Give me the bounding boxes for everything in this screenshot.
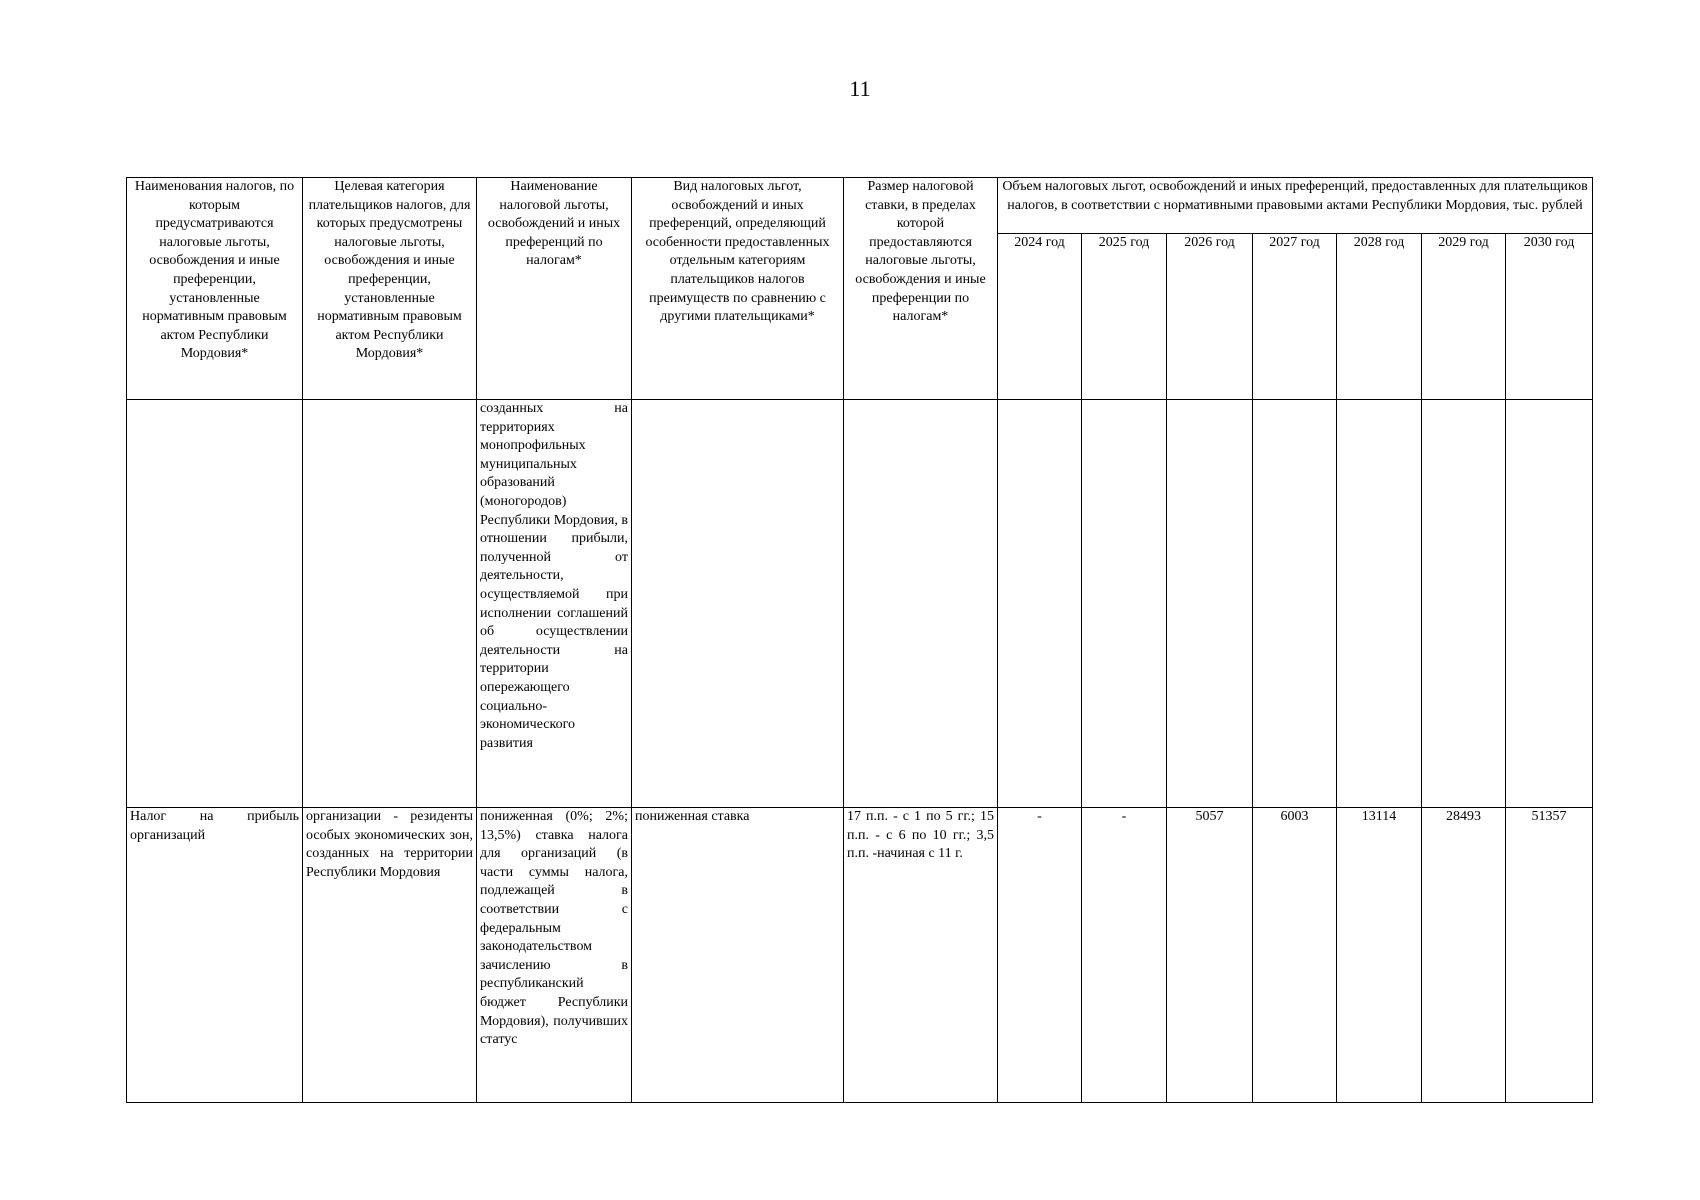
- cell-value-2024: -: [998, 808, 1082, 1103]
- cell-tax-rate: 17 п.п. - с 1 по 5 гг.; 15 п.п. - с 6 по 10 гг.; 3,5 п.п. -начиная с 11 г.: [844, 808, 998, 1103]
- header-target-category: Целевая категория плательщиков налогов, для которых предусмотрены налоговые льготы, освобождения и иные преференции, установленные нормативным правовым актом Республики Мордовия*: [303, 178, 477, 400]
- cell-value-2025: [1082, 400, 1167, 808]
- header-year: 2025 год: [1082, 234, 1167, 400]
- cell-value-2030: [1506, 400, 1593, 808]
- cell-tax-name: Налог на прибыль организаций: [127, 808, 303, 1103]
- header-tax-name: Наименования налогов, по которым предусматриваются налоговые льготы, освобождения и иные преференции, установленные нормативным правовым актом Республики Мордовия*: [127, 178, 303, 400]
- cell-target-category: [303, 400, 477, 808]
- cell-value-2025: -: [1082, 808, 1167, 1103]
- header-year: 2024 год: [998, 234, 1082, 400]
- header-benefit-name: Наименование налоговой льготы, освобождений и иных преференций по налогам*: [477, 178, 632, 400]
- cell-value-2027: [1253, 400, 1337, 808]
- header-year: 2027 год: [1253, 234, 1337, 400]
- header-year: 2029 год: [1422, 234, 1506, 400]
- header-tax-rate: Размер налоговой ставки, в пределах которой предоставляются налоговые льготы, освобождения и иные преференции по налогам*: [844, 178, 998, 400]
- cell-tax-name: [127, 400, 303, 808]
- cell-value-2029: [1422, 400, 1506, 808]
- cell-target-category: организации - резиденты особых экономических зон, созданных на территории Республики Мордовия: [303, 808, 477, 1103]
- header-year: 2026 год: [1167, 234, 1253, 400]
- header-benefit-kind: Вид налоговых льгот, освобождений и иных преференций, определяющий особенности предоставленных отдельным категориям плательщиков налогов преимуществ по сравнению с другими плательщиками*: [632, 178, 844, 400]
- cell-value-2027: 6003: [1253, 808, 1337, 1103]
- cell-value-2028: [1337, 400, 1422, 808]
- tax-benefits-table: [126, 177, 1593, 1103]
- cell-value-2024: [998, 400, 1082, 808]
- cell-benefit-name: пониженная (0%; 2%; 13,5%) ставка налога для организаций (в части суммы налога, подлежащей в соответствии с федеральным законодательством зачислению в республиканский бюджет Республики Мордовия), получивших статус: [477, 808, 632, 1103]
- cell-value-2026: 5057: [1167, 808, 1253, 1103]
- header-year: 2028 год: [1337, 234, 1422, 400]
- cell-value-2026: [1167, 400, 1253, 808]
- header-benefit-volume: Объем налоговых льгот, освобождений и иных преференций, предоставленных для плательщиков налогов, в соответствии с нормативными правовыми актами Республики Мордовия, тыс. рублей: [998, 178, 1593, 234]
- table-row: [127, 808, 1593, 1103]
- cell-benefit-kind: пониженная ставка: [632, 808, 844, 1103]
- cell-benefit-name: созданных на территориях монопрофильных муниципальных образований (моногородов) Республики Мордовия, в отношении прибыли, полученной от деятельности, осуществляемой при исполнении соглашений об осуществлении деятельности на территории опережающего социально-экономического развития: [477, 400, 632, 808]
- cell-benefit-kind: [632, 400, 844, 808]
- page-number: 11: [849, 76, 871, 101]
- cell-value-2028: 13114: [1337, 808, 1422, 1103]
- cell-value-2030: 51357: [1506, 808, 1593, 1103]
- table-row: [127, 400, 1593, 808]
- header-year: 2030 год: [1506, 234, 1593, 400]
- cell-tax-rate: [844, 400, 998, 808]
- cell-value-2029: 28493: [1422, 808, 1506, 1103]
